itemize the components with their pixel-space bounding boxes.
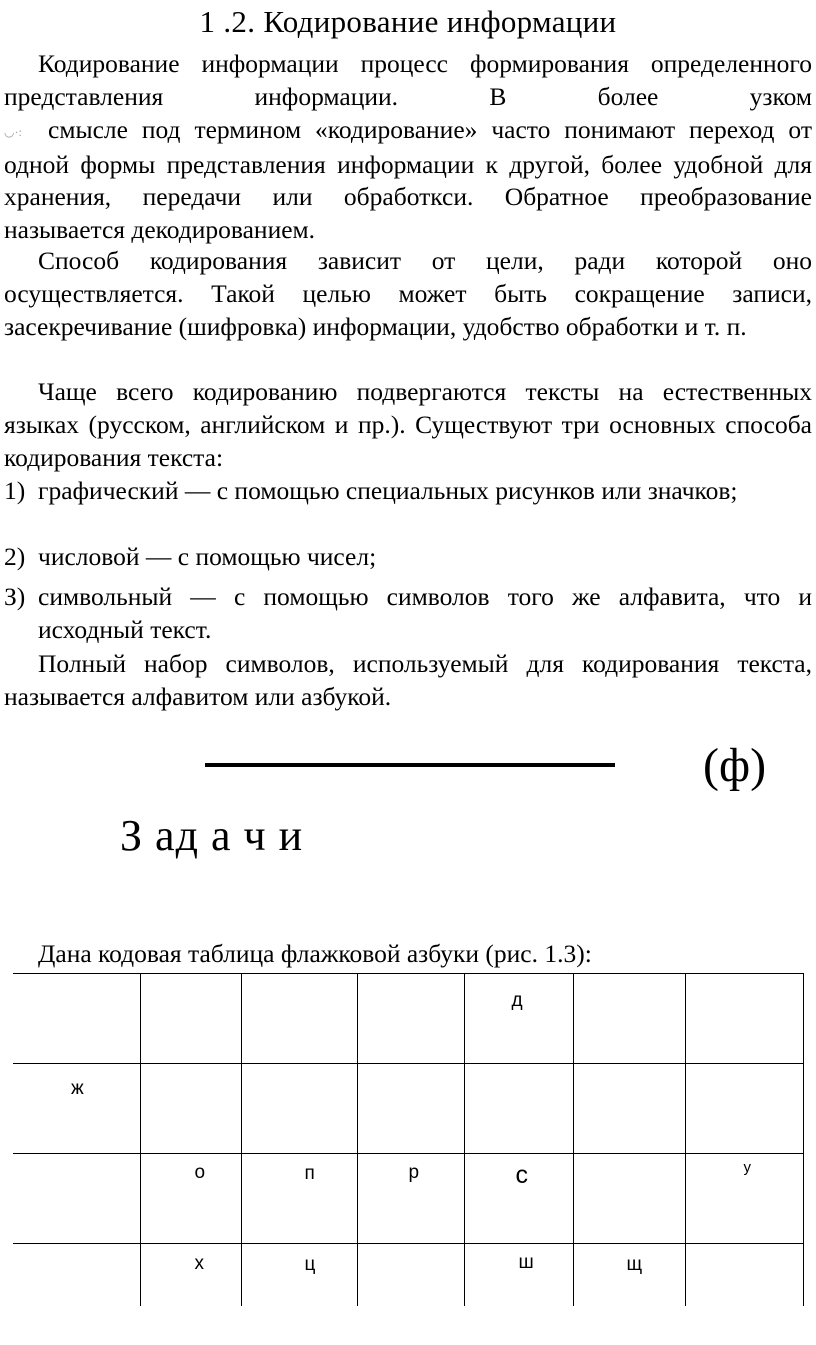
table-cell [13, 1154, 140, 1244]
flag-alphabet-table [13, 973, 804, 1306]
table-cell [573, 1154, 685, 1244]
table-row [13, 1154, 803, 1244]
cell-letter: щ [626, 1254, 643, 1275]
table-cell [357, 1064, 464, 1154]
table-cell [464, 1154, 573, 1244]
table-cell [685, 1064, 803, 1154]
table-cell [357, 1244, 464, 1306]
table-cell [13, 1244, 140, 1306]
paragraph-3: Чаще всего кодированию подвергаются тексты на естественных языках (русском, английском и пр.). Существуют три основных способа кодирования текста: [4, 377, 812, 472]
table-cell [241, 1244, 357, 1306]
table-cell [140, 1154, 241, 1244]
tasks-heading: З ад а ч и [120, 811, 304, 860]
cell-letter: ш [518, 1252, 534, 1273]
table-caption: Дана кодовая таблица флажковой азбуки (рис. 1.3): [38, 939, 592, 968]
table-cell [241, 1154, 357, 1244]
phi-mark: (ф) [703, 739, 767, 792]
paragraph-4: Полный набор символов, используемый для кодирования текста, называется алфавитом или азбукой. [4, 649, 812, 711]
table-cell [464, 1064, 573, 1154]
cell-letter: х [194, 1253, 204, 1274]
cell-letter: п [304, 1163, 315, 1184]
list-text: символьный — с помощью символов того же алфавита, что и исходный текст. [38, 582, 812, 644]
table-cell [685, 974, 803, 1064]
list-item [4, 475, 812, 508]
cell-letter: о [194, 1162, 206, 1183]
table-cell [140, 1244, 241, 1306]
list-number: 2) [4, 542, 26, 571]
list-item [4, 541, 812, 574]
table-cell [357, 974, 464, 1064]
cell-letter: с [515, 1161, 528, 1189]
table-cell [241, 1064, 357, 1154]
paragraph-1-rest [4, 114, 812, 247]
table-row [13, 974, 803, 1064]
scan-smudge: ◡·: [4, 124, 22, 139]
table-row [13, 1064, 803, 1154]
table-cell [573, 1064, 685, 1154]
table-cell [13, 974, 140, 1064]
table-cell [241, 974, 357, 1064]
paragraph-1-text: смысле под термином «кодирование» часто понимают переход от одной формы представления информации к другой, более удобной для хранения, передачи или обработкси. Обратное преобразование называется декодированием. [4, 115, 812, 245]
list-number: 1) [4, 476, 26, 505]
table-cell [140, 1064, 241, 1154]
cell-letter: д [511, 990, 523, 1011]
list-text: числовой — с помощью чисел; [38, 542, 377, 571]
table-cell [13, 1064, 140, 1154]
table-row [13, 1244, 803, 1306]
section-title: 1 .2. Кодирование информации [199, 4, 617, 39]
table-cell [464, 1244, 573, 1306]
table-cell [685, 1154, 803, 1244]
table-cell [464, 974, 573, 1064]
table-cell [357, 1154, 464, 1244]
cell-letter: у [743, 1159, 751, 1176]
cell-letter: ц [304, 1254, 316, 1275]
horizontal-rule [205, 763, 615, 767]
list-text: графический — с помощью специальных рисунков или значков; [38, 476, 738, 505]
cell-letter: ж [71, 1078, 84, 1099]
list-number: З) [4, 582, 26, 611]
paragraph-2: Способ кодирования зависит от цели, ради которой оно осуществляется. Такой целью может быть сокращение записи, засекречивание (шифровка) информации, удобство обработки и т. п. [4, 246, 812, 341]
cell-letter: р [408, 1162, 420, 1183]
table-cell [573, 974, 685, 1064]
table-cell [685, 1244, 803, 1306]
list-item [4, 581, 812, 647]
table-cell [140, 974, 241, 1064]
paragraph-1-line-1: Кодирование информации процесс формирования определенного представления информации. В более узком [4, 49, 812, 111]
table-cell [573, 1244, 685, 1306]
